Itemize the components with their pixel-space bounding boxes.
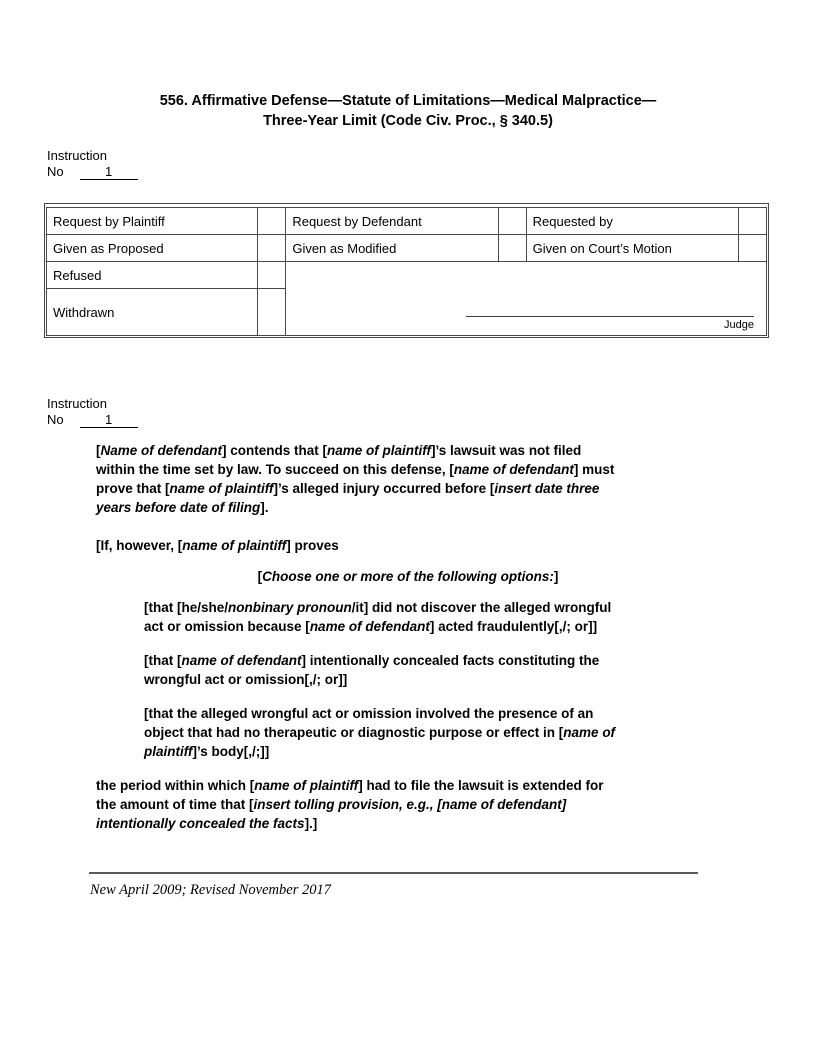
paragraph-if-however: [If, however, [name of plaintiff] proves bbox=[96, 538, 339, 553]
table-row bbox=[47, 262, 767, 289]
table-row bbox=[47, 208, 767, 235]
paragraph-option-fraud: [that [he/she/nonbinary pronoun/it] did not discover the alleged wrongful act or omission because [name of defendant] acted fraudulently[,/; or]] bbox=[144, 600, 612, 634]
disposition-table bbox=[44, 203, 769, 338]
instruction-number-block-body bbox=[47, 396, 138, 428]
title-line-2: Three-Year Limit (Code Civ. Proc., § 340.5) bbox=[263, 113, 553, 129]
cell-requested-by: Requested by bbox=[526, 208, 738, 235]
instruction-label: Instruction bbox=[47, 148, 107, 163]
check-cell-requested-by[interactable] bbox=[738, 208, 766, 235]
cell-request-by-defendant: Request by Defendant bbox=[286, 208, 498, 235]
footer-divider bbox=[89, 872, 698, 874]
cell-withdrawn: Withdrawn bbox=[47, 289, 258, 336]
instruction-number-blank[interactable]: 1 bbox=[80, 412, 138, 428]
cell-given-as-modified: Given as Modified bbox=[286, 235, 498, 262]
instruction-label: Instruction bbox=[47, 396, 107, 411]
instruction-no-row bbox=[47, 164, 138, 180]
instruction-number-blank[interactable]: 1 bbox=[80, 164, 138, 180]
paragraph-option-concealment: [that [name of defendant] intentionally concealed facts constituting the wrongful act or omission[,/; or]] bbox=[144, 653, 600, 687]
judge-label: Judge bbox=[724, 319, 754, 331]
cell-refused: Refused bbox=[47, 262, 258, 289]
cell-given-as-proposed: Given as Proposed bbox=[47, 235, 258, 262]
paragraph-option-foreign-object: [that the alleged wrongful act or omission involved the presence of an object that had no therapeutic or diagnostic purpose or effect in [name of plaintiff]’s body[,/;]] bbox=[144, 706, 616, 759]
document-title bbox=[48, 91, 768, 131]
judge-signature-line[interactable] bbox=[466, 316, 754, 317]
check-cell-refused[interactable] bbox=[258, 262, 286, 289]
paragraph-tolling: the period within which [name of plaintiff] had to file the lawsuit is extended for the amount of time that [insert tolling provision, e.g., [name of defendant] intentionally concealed the facts].] bbox=[96, 778, 604, 831]
cell-request-by-plaintiff: Request by Plaintiff bbox=[47, 208, 258, 235]
paragraph-choose-options-directive: [Choose one or more of the following options:] bbox=[257, 569, 559, 584]
table-row bbox=[47, 235, 767, 262]
check-cell-request-by-defendant[interactable] bbox=[498, 208, 526, 235]
judge-signature-cell bbox=[286, 262, 767, 336]
paragraph-contention: [Name of defendant] contends that [name of plaintiff]’s lawsuit was not filed within the time set by law. To succeed on this defense, [name of defendant] must prove that [name of plaintiff]’s alleged injury occurred before [insert date three years before date of filing]. bbox=[96, 443, 615, 515]
check-cell-request-by-plaintiff[interactable] bbox=[258, 208, 286, 235]
cell-given-on-courts-motion: Given on Court’s Motion bbox=[526, 235, 738, 262]
instruction-no-label: No bbox=[47, 164, 64, 179]
instruction-number-block-top bbox=[47, 148, 138, 180]
revision-history: New April 2009; Revised November 2017 bbox=[90, 882, 331, 898]
check-cell-given-as-modified[interactable] bbox=[498, 235, 526, 262]
instruction-no-row bbox=[47, 412, 138, 428]
title-line-1: 556. Affirmative Defense—Statute of Limitations—Medical Malpractice— bbox=[159, 93, 657, 109]
check-cell-given-as-proposed[interactable] bbox=[258, 235, 286, 262]
check-cell-given-on-courts-motion[interactable] bbox=[738, 235, 766, 262]
instruction-no-label: No bbox=[47, 412, 64, 427]
check-cell-withdrawn[interactable] bbox=[258, 289, 286, 336]
